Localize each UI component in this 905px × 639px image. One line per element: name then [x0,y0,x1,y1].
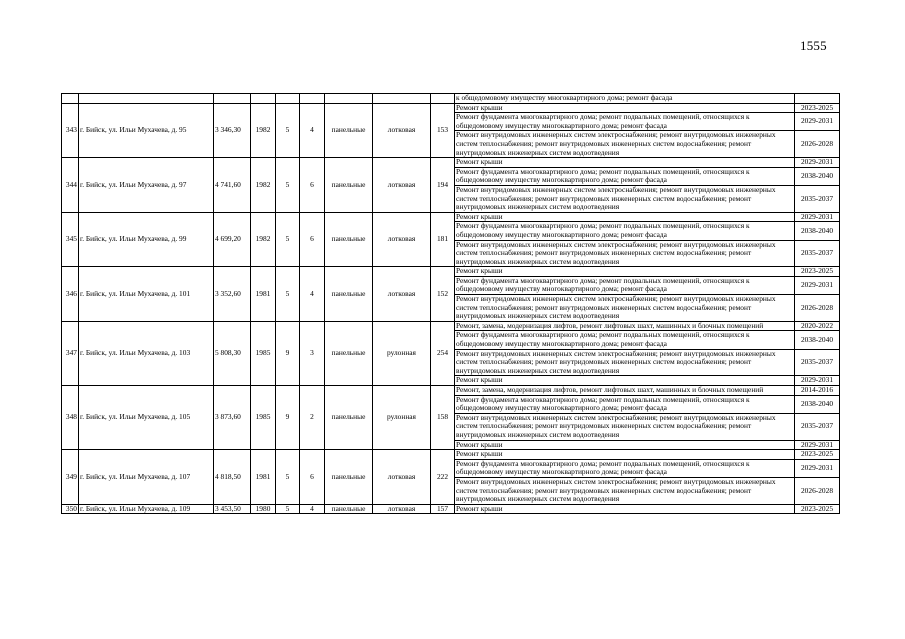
residents-count: 157 [431,504,455,514]
house-year: 1985 [251,386,276,450]
roof-type: лотковая [373,450,431,505]
work-period: 2029-2031 [795,113,840,131]
house-year: 1982 [251,212,276,267]
house-number: 350 [62,504,79,514]
table-row [62,158,840,168]
empty-cell [251,94,276,104]
residents-count: 158 [431,386,455,450]
work-period: 2038-2040 [795,167,840,185]
table-row [62,386,840,396]
work-description: Ремонт, замена, модернизация лифтов, ремонт лифтовых шахт, машинных и блочных помещений [455,386,795,396]
house-number: 343 [62,103,79,158]
work-description: Ремонт внутридомовых инженерных систем электроснабжения; ремонт внутридомовых инженерных систем теплоснабжения; ремонт внутридомовых инженерных систем водоснабжения; ремонт внутридомовых инженерных систем водоотведения [455,131,795,158]
house-number: 348 [62,386,79,450]
work-description: Ремонт внутридомовых инженерных систем электроснабжения; ремонт внутридомовых инженерных систем теплоснабжения; ремонт внутридомовых инженерных систем водоснабжения; ремонт внутридомовых инженерных систем водоотведения [455,477,795,504]
house-year: 1982 [251,158,276,213]
house-address: г. Бийск, ул. Ильи Мухачева, д. 99 [79,212,214,267]
empty-cell [373,94,431,104]
house-entrances: 6 [300,212,325,267]
roof-type: лотковая [373,158,431,213]
wall-material: панельные [325,212,373,267]
house-number: 345 [62,212,79,267]
house-entrances: 4 [300,103,325,158]
work-period: 2035-2037 [795,185,840,212]
work-description: Ремонт внутридомовых инженерных систем электроснабжения; ремонт внутридомовых инженерных систем теплоснабжения; ремонт внутридомовых инженерных систем водоснабжения; ремонт внутридомовых инженерных систем водоотведения [455,295,795,322]
house-year: 1985 [251,321,276,385]
wall-material: панельные [325,267,373,322]
house-entrances: 6 [300,450,325,505]
work-description: Ремонт фундамента многоквартирного дома; ремонт подвальных помещений, относящихся к общедомовому имуществу многоквартирного дома; ремонт фасада [455,459,795,477]
empty-cell [276,94,300,104]
roof-type: лотковая [373,212,431,267]
work-period: 2026-2028 [795,295,840,322]
house-number: 346 [62,267,79,322]
house-floors: 9 [276,386,300,450]
residents-count: 254 [431,321,455,385]
work-period: 2035-2037 [795,413,840,440]
empty-cell [300,94,325,104]
residents-count: 181 [431,212,455,267]
work-description: Ремонт крыши [455,504,795,514]
work-description: к общедомовому имуществу многоквартирного дома; ремонт фасада [455,94,795,104]
empty-cell [79,94,214,104]
work-description: Ремонт фундамента многоквартирного дома; ремонт подвальных помещений, относящихся к общедомовому имуществу многоквартирного дома; ремонт фасада [455,331,795,349]
work-description: Ремонт внутридомовых инженерных систем электроснабжения; ремонт внутридомовых инженерных систем теплоснабжения; ремонт внутридомовых инженерных систем водоснабжения; ремонт внутридомовых инженерных систем водоотведения [455,185,795,212]
page-number: 1555 [800,38,827,53]
house-year: 1982 [251,103,276,158]
work-description: Ремонт, замена, модернизация лифтов, ремонт лифтовых шахт, машинных и блочных помещений [455,321,795,331]
house-entrances: 6 [300,158,325,213]
work-description: Ремонт крыши [455,103,795,113]
work-period: 2023-2025 [795,450,840,460]
house-year: 1980 [251,504,276,514]
empty-cell [431,94,455,104]
work-description: Ремонт внутридомовых инженерных систем электроснабжения; ремонт внутридомовых инженерных систем теплоснабжения; ремонт внутридомовых инженерных систем водоснабжения; ремонт внутридомовых инженерных систем водоотведения [455,240,795,267]
house-number: 349 [62,450,79,505]
house-address: г. Бийск, ул. Ильи Мухачева, д. 103 [79,321,214,385]
work-period: 2020-2022 [795,321,840,331]
work-description: Ремонт фундамента многоквартирного дома; ремонт подвальных помещений, относящихся к общедомовому имуществу многоквартирного дома; ремонт фасада [455,395,795,413]
house-address: г. Бийск, ул. Ильи Мухачева, д. 105 [79,386,214,450]
work-description: Ремонт крыши [455,440,795,450]
house-floors: 5 [276,504,300,514]
table-row [62,450,840,460]
house-address: г. Бийск, ул. Ильи Мухачева, д. 97 [79,158,214,213]
wall-material: панельные [325,386,373,450]
house-address: г. Бийск, ул. Ильи Мухачева, д. 107 [79,450,214,505]
house-floors: 5 [276,450,300,505]
house-entrances: 4 [300,504,325,514]
house-year: 1981 [251,267,276,322]
table-body [62,94,840,514]
register-sheet [61,93,839,514]
work-period: 2026-2028 [795,477,840,504]
house-year: 1981 [251,450,276,505]
table-row [62,504,840,514]
work-description: Ремонт фундамента многоквартирного дома; ремонт подвальных помещений, относящихся к общедомовому имуществу многоквартирного дома; ремонт фасада [455,222,795,240]
house-area: 4 699,20 [214,212,251,267]
house-address: г. Бийск, ул. Ильи Мухачева, д. 95 [79,103,214,158]
house-entrances: 4 [300,267,325,322]
house-number: 344 [62,158,79,213]
residents-count: 152 [431,267,455,322]
table-row [62,321,840,331]
work-period: 2038-2040 [795,395,840,413]
work-description: Ремонт крыши [455,212,795,222]
house-entrances: 2 [300,386,325,450]
work-description: Ремонт крыши [455,450,795,460]
continuation-row [62,94,840,104]
empty-cell [62,94,79,104]
work-description: Ремонт крыши [455,267,795,277]
house-address: г. Бийск, ул. Ильи Мухачева, д. 101 [79,267,214,322]
house-register-table [61,93,840,514]
work-period: 2014-2016 [795,386,840,396]
wall-material: панельные [325,321,373,385]
empty-cell [325,94,373,104]
house-area: 3 352,60 [214,267,251,322]
wall-material: панельные [325,158,373,213]
house-floors: 5 [276,212,300,267]
house-floors: 5 [276,103,300,158]
house-address: г. Бийск, ул. Ильи Мухачева, д. 109 [79,504,214,514]
house-area: 3 873,60 [214,386,251,450]
table-row [62,267,840,277]
house-floors: 5 [276,158,300,213]
house-number: 347 [62,321,79,385]
residents-count: 153 [431,103,455,158]
roof-type: рулонная [373,386,431,450]
table-row [62,212,840,222]
house-entrances: 3 [300,321,325,385]
wall-material: панельные [325,103,373,158]
house-area: 3 346,30 [214,103,251,158]
work-period: 2029-2031 [795,459,840,477]
empty-cell [214,94,251,104]
work-description: Ремонт внутридомовых инженерных систем электроснабжения; ремонт внутридомовых инженерных систем теплоснабжения; ремонт внутридомовых инженерных систем водоснабжения; ремонт внутридомовых инженерных систем водоотведения [455,413,795,440]
work-period: 2035-2037 [795,349,840,376]
work-period: 2038-2040 [795,222,840,240]
work-period: 2023-2025 [795,267,840,277]
wall-material: панельные [325,504,373,514]
work-description: Ремонт крыши [455,158,795,168]
house-area: 4 818,50 [214,450,251,505]
empty-cell [795,94,840,104]
work-description: Ремонт фундамента многоквартирного дома; ремонт подвальных помещений, относящихся к общедомовому имуществу многоквартирного дома; ремонт фасада [455,167,795,185]
work-period: 2029-2031 [795,158,840,168]
work-description: Ремонт фундамента многоквартирного дома; ремонт подвальных помещений, относящихся к общедомовому имуществу многоквартирного дома; ремонт фасада [455,113,795,131]
work-period: 2035-2037 [795,240,840,267]
roof-type: лотковая [373,103,431,158]
house-area: 3 453,50 [214,504,251,514]
work-description: Ремонт фундамента многоквартирного дома; ремонт подвальных помещений, относящихся к общедомовому имуществу многоквартирного дома; ремонт фасада [455,276,795,294]
work-period: 2038-2040 [795,331,840,349]
roof-type: лотковая [373,504,431,514]
wall-material: панельные [325,450,373,505]
work-period: 2029-2031 [795,440,840,450]
residents-count: 194 [431,158,455,213]
roof-type: рулонная [373,321,431,385]
work-period: 2023-2025 [795,504,840,514]
work-description: Ремонт внутридомовых инженерных систем электроснабжения; ремонт внутридомовых инженерных систем теплоснабжения; ремонт внутридомовых инженерных систем водоснабжения; ремонт внутридомовых инженерных систем водоотведения [455,349,795,376]
work-period: 2026-2028 [795,131,840,158]
residents-count: 222 [431,450,455,505]
table-row [62,103,840,113]
work-period: 2023-2025 [795,103,840,113]
house-area: 5 808,30 [214,321,251,385]
work-period: 2029-2031 [795,212,840,222]
house-floors: 5 [276,267,300,322]
house-area: 4 741,60 [214,158,251,213]
house-floors: 9 [276,321,300,385]
work-description: Ремонт крыши [455,376,795,386]
roof-type: лотковая [373,267,431,322]
work-period: 2029-2031 [795,276,840,294]
work-period: 2029-2031 [795,376,840,386]
